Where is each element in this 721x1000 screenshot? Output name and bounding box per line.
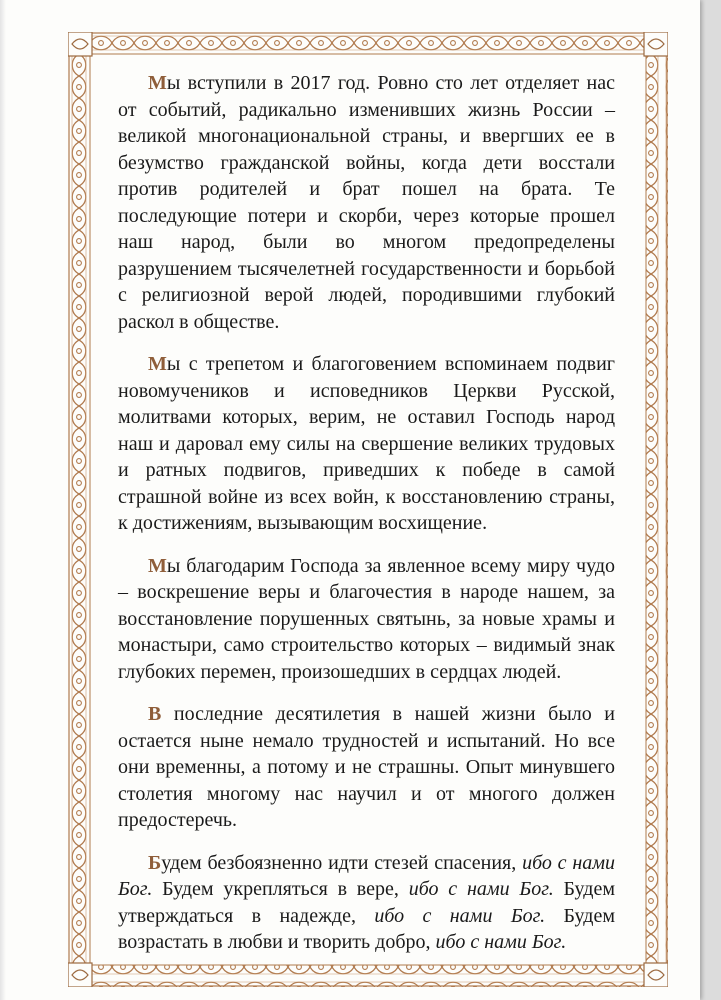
paragraph-text: Будем возрастать в любви и творить добро, bbox=[118, 904, 615, 953]
paragraph bbox=[118, 850, 615, 956]
paragraph-text: ы с трепетом и благоговением вспоминаем подвиг новомучеников и исповедников Церкви Русской, молитвами которых, верим, не оставил Господь народ наш и даровал ему силы на свершение великих трудовых и ратных подвигов, приведших к победе в самой страшной войне из всех войн, к восстановлению страны, к достижениям, вызывающим восхищение. bbox=[118, 353, 615, 534]
drop-initial: М bbox=[148, 72, 167, 94]
paragraph bbox=[118, 701, 615, 834]
paragraph bbox=[118, 351, 615, 537]
paragraph-text: Будем утверждаться в надежде, bbox=[118, 878, 615, 927]
paragraph-text: ы благодарим Господа за явленное всему миру чудо – воскрешение веры и благочестия в народе нашем, за восстановление порушенных святынь, за новые храмы и монастыри, само строительство которых – видимый знак глубоких перемен, произошедших в сердцах людей. bbox=[118, 554, 615, 683]
drop-initial: М bbox=[148, 554, 167, 577]
drop-initial: М bbox=[148, 353, 167, 375]
paragraph bbox=[118, 553, 615, 686]
page-edge-shadow bbox=[0, 0, 6, 1000]
drop-initial: В bbox=[148, 703, 162, 725]
paragraph-text: последние десятилетия в нашей жизни было и остается ныне немало трудностей и испытаний. Но все они временны, а потому и не страшны. Опыт минувшего столетия многому нас научил и от многого должен предостеречь. bbox=[118, 703, 615, 831]
drop-initial: Б bbox=[148, 851, 162, 874]
paragraph-text: ы вступили в 2017 год. Ровно сто лет отделяет нас от событий, радикально изменивших жизнь России – великой многонациональной страны, и ввергших ее в безумство гражданской войны, когда дети восстали против родителей и брат пошел на брата. Те последующие потери и скорби, через которые прошел наш народ, были во многом предопределены разрушением тысячелетней государственности и борьбой с религиозной верой людей, породившими глубокий раскол в обществе. bbox=[118, 72, 615, 333]
paragraph-text: Будем укрепляться в вере, bbox=[152, 878, 409, 900]
italic-refrain: ибо с нами Бог. bbox=[374, 904, 546, 927]
paragraph bbox=[118, 70, 615, 335]
italic-refrain: ибо с нами Бог. bbox=[118, 851, 616, 900]
paragraph-text: удем безбоязненно идти стезей спасения, bbox=[161, 851, 523, 874]
italic-refrain: ибо с нами Бог. bbox=[435, 931, 567, 953]
italic-refrain: ибо с нами Бог. bbox=[408, 878, 554, 900]
document-body bbox=[118, 70, 615, 972]
